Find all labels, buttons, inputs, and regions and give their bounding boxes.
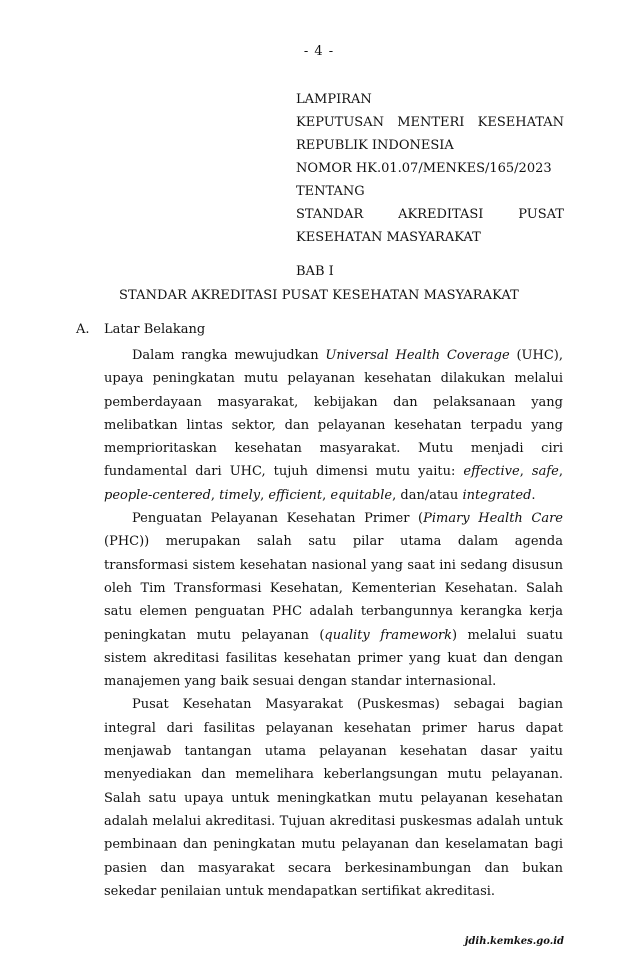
body-text (104, 344, 563, 903)
text-run: . (531, 487, 536, 503)
text-run: Dalam rangka mewujudkan (132, 348, 326, 363)
lampiran-word: MENTERI (397, 115, 465, 130)
text-run: (PHC)) merupakan salah satu pilar utama dalam agenda transformasi sistem kesehatan nasional yang saat ini sedang disusun oleh Tim Transformasi Kesehatan, Kementerian Kesehatan. Salah satu elemen penguatan PHC adalah terbangunnya kerangka kerja peningkatan mutu pelayanan ( (104, 534, 563, 643)
text-run-italic: timely (219, 487, 261, 503)
page-number: - 4 - (303, 44, 335, 59)
lampiran-word: AKREDITASI (398, 207, 484, 222)
lampiran-word: PUSAT (518, 207, 564, 222)
text-run: , dan/atau (392, 487, 463, 503)
text-run-italic: efficient (268, 487, 323, 503)
section-heading (76, 322, 556, 337)
text-run-italic: people-centered (104, 487, 211, 503)
text-run: , (260, 487, 269, 503)
text-run-italic: safe (531, 464, 559, 480)
section-letter: A. (76, 322, 90, 337)
text-run-italic: Universal Health Coverage (325, 348, 510, 363)
text-run: , (558, 464, 563, 480)
text-run-italic: effective (463, 464, 520, 480)
paragraph-3 (104, 693, 563, 903)
lampiran-word: STANDAR (296, 207, 364, 222)
lampiran-line-4: NOMOR HK.01.07/MENKES/165/2023 (296, 161, 552, 176)
text-run: , (322, 487, 331, 503)
text-run: Pusat Kesehatan Masyarakat (Puskesmas) sebagai bagian integral dari fasilitas pelayanan kesehatan primer harus dapat menjawab tantangan utama pelayanan kesehatan dasar yaitu menyediakan dan memelihara keberlangsungan mutu pelayanan. Salah satu upaya untuk meningkatkan mutu pelayanan kesehatan adalah melalui akreditasi. Tujuan akreditasi puskesmas adalah untuk pembinaan dan peningkatan mutu pelayanan dan keselamatan bagi pasien dan masyarakat secara berkesinambungan dan bukan sekedar penilaian untuk mendapatkan sertifikat akreditasi. (104, 697, 563, 899)
text-run-italic: Pimary Health Care (423, 511, 563, 527)
chapter-subtitle: STANDAR AKREDITASI PUSAT KESEHATAN MASYARAKAT (119, 288, 519, 303)
section-title: Latar Belakang (104, 322, 206, 337)
text-run-italic: quality framework (324, 627, 453, 643)
text-run: (UHC), upaya peningkatan mutu pelayanan kesehatan dilakukan melalui pemberdayaan masyarakat, kebijakan dan pelaksanaan yang melibatkan lintas sektor, dan pelayanan kesehatan terpadu yang memprioritaskan kesehatan masyarakat. Mutu menjadi ciri fundamental dari UHC, tujuh dimensi mutu yaitu: (104, 348, 563, 480)
lampiran-word: KESEHATAN (477, 115, 564, 130)
text-run-italic: integrated (462, 487, 532, 503)
lampiran-line-5: TENTANG (296, 184, 365, 199)
paragraph-2 (104, 507, 563, 693)
lampiran-block (296, 88, 564, 249)
text-run: , (519, 464, 532, 480)
lampiran-line-7: KESEHATAN MASYARAKAT (296, 230, 481, 245)
text-run: ) melalui suatu sistem akreditasi fasilitas kesehatan primer yang kuat dan dengan manajemen yang baik sesuai dengan standar internasional. (104, 627, 563, 690)
lampiran-line-2 (296, 111, 564, 134)
lampiran-word: KEPUTUSAN (296, 115, 384, 130)
text-run: , (210, 487, 220, 503)
lampiran-line-3: REPUBLIK INDONESIA (296, 138, 454, 153)
footer-source-link[interactable]: jdih.kemkes.go.id (464, 936, 564, 947)
text-run: Penguatan Pelayanan Kesehatan Primer ( (132, 511, 424, 527)
lampiran-line-1: LAMPIRAN (296, 92, 372, 107)
paragraph-1 (104, 344, 563, 507)
lampiran-line-6 (296, 203, 564, 226)
chapter-title: BAB I (296, 264, 334, 279)
text-run-italic: equitable (330, 487, 393, 503)
